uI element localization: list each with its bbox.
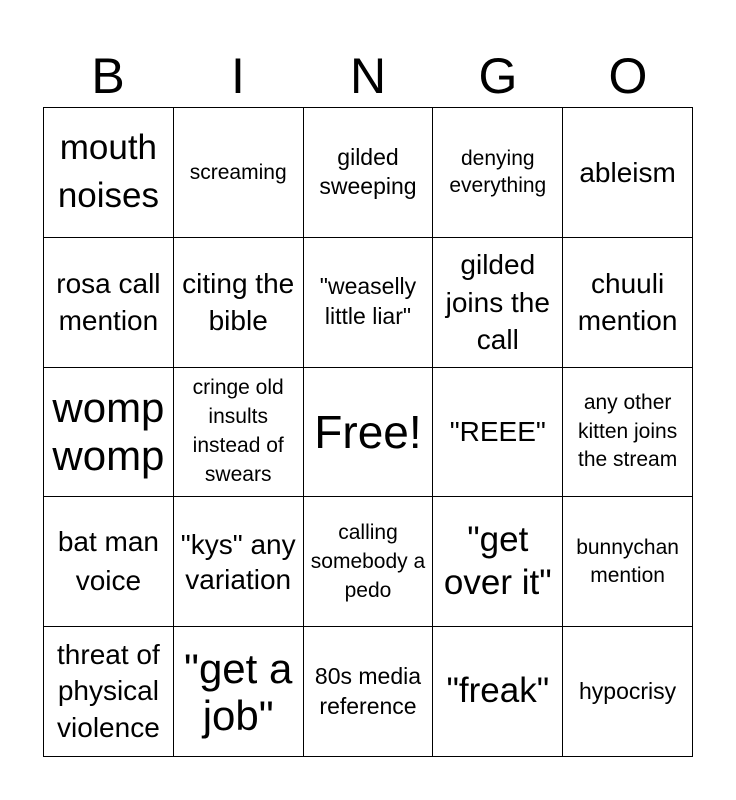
- bingo-card-grid: [43, 107, 693, 757]
- bingo-cell: "get a job": [174, 627, 304, 757]
- bingo-cell: citing the bible: [174, 238, 304, 368]
- bingo-cell: gilded sweeping: [304, 108, 434, 238]
- header-letter-n: N: [349, 48, 387, 104]
- bingo-cell: "REEE": [433, 368, 563, 498]
- bingo-cell: bat man voice: [44, 497, 174, 627]
- free-space: Free!: [304, 368, 434, 498]
- bingo-cell: cringe old insults instead of swears: [174, 368, 304, 498]
- bingo-cell: calling somebody a pedo: [304, 497, 434, 627]
- header-letter-o: O: [608, 48, 648, 104]
- bingo-cell: hypocrisy: [563, 627, 693, 757]
- bingo-cell: gilded joins the call: [433, 238, 563, 368]
- bingo-header: [43, 46, 693, 106]
- bingo-cell: screaming: [174, 108, 304, 238]
- bingo-cell: rosa call mention: [44, 238, 174, 368]
- header-letter-i: I: [231, 48, 245, 104]
- bingo-cell: threat of physical violence: [44, 627, 174, 757]
- bingo-cell: "weaselly little liar": [304, 238, 434, 368]
- header-letter-g: G: [478, 48, 518, 104]
- header-letter-b: B: [91, 48, 125, 104]
- bingo-cell: any other kitten joins the stream: [563, 368, 693, 498]
- bingo-cell: 80s media reference: [304, 627, 434, 757]
- bingo-cell: "freak": [433, 627, 563, 757]
- bingo-cell: womp womp: [44, 368, 174, 498]
- bingo-cell: denying everything: [433, 108, 563, 238]
- bingo-cell: ableism: [563, 108, 693, 238]
- bingo-cell: bunnychan mention: [563, 497, 693, 627]
- bingo-cell: "kys" any variation: [174, 497, 304, 627]
- bingo-cell: "get over it": [433, 497, 563, 627]
- bingo-cell: chuuli mention: [563, 238, 693, 368]
- bingo-cell: mouth noises: [44, 108, 174, 238]
